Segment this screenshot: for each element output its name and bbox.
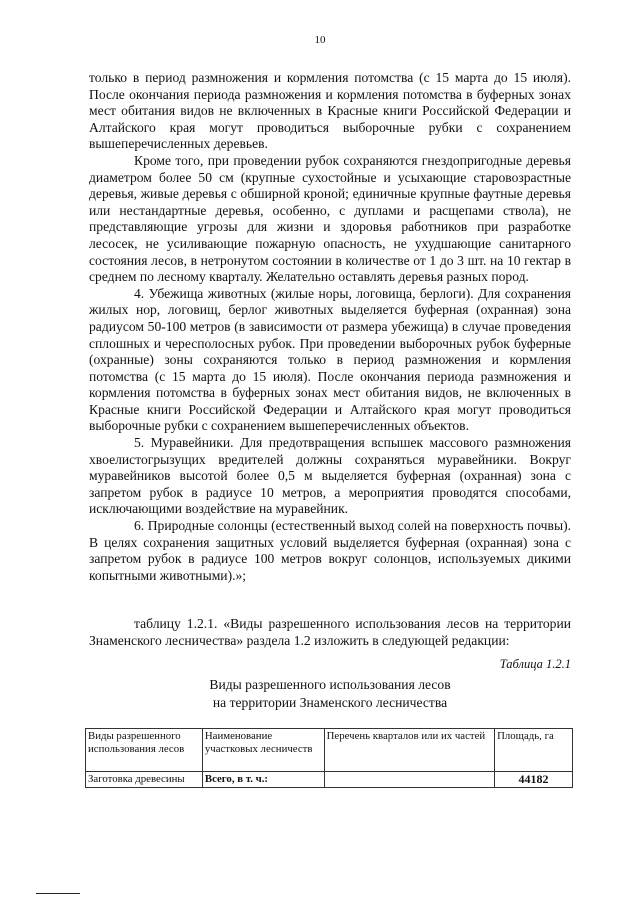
paragraph-continuation: только в период размножения и кормления потомства (с 15 марта до 15 июля). После окончания периода размножения и кормления потомства в буферных зонах мест обитания видов не включенных в Красные книги Российской Федерации и Алтайского края могут проводиться выборочные рубки с сохранением вышеперечисленных деревьев. — [89, 70, 571, 152]
header-district-name: Наименование участковых лесничеств — [202, 729, 324, 772]
table-title-line-1: Виды разрешенного использования лесов — [209, 677, 451, 693]
forest-use-table — [85, 728, 573, 788]
header-quarters-list: Перечень кварталов или их частей — [324, 729, 494, 772]
forest-use-table-wrapper — [85, 728, 573, 788]
table-title — [89, 676, 571, 712]
header-use-type: Виды разрешенного использования лесов — [86, 729, 203, 772]
table-header-row — [86, 729, 573, 772]
paragraph-table-amendment: таблицу 1.2.1. «Виды разрешенного использования лесов на территории Знаменского лесничества» раздела 1.2 изложить в следующей редакции: — [89, 616, 571, 648]
footnote-separator — [36, 893, 80, 894]
table-row — [86, 772, 573, 788]
table-title-line-2: на территории Знаменского лесничества — [212, 695, 448, 711]
table-caption: Таблица 1.2.1 — [499, 656, 571, 671]
cell-use-type: Заготовка древесины — [86, 772, 203, 788]
paragraph-nesting-trees: Кроме того, при проведении рубок сохраняются гнездопригодные деревья диаметром более 50 см (крупные сухостойные и усыхающие старовозрастные деревья, живые деревья с обширной кроной; единичные крупные фаутные деревья или нестандартные деревья, особенно, с дуплами и расщепами ствола), не представляющие угрозы для жизни и здоровья работников при разработке лесосек, не усиливающие пожарную опасность, не ухудшающие санитарного состояния лесов, в нетронутом состоянии в количестве от 1 до 3 шт. на 10 гектар в среднем по лесному кварталу. Желательно оставлять деревья разных пород. — [89, 152, 571, 285]
header-area: Площадь, га — [495, 729, 573, 772]
page-number: 10 — [314, 34, 326, 46]
cell-area: 44182 — [495, 772, 573, 788]
paragraph-item-5-anthills: 5. Муравейники. Для предотвращения вспышек массового размножения хвоелистогрызущих вредителей должны сохраняться муравейники. Вокруг муравейников высотой более 0,5 м выделяется буферная (охранная) зона с запретом рубок в радиусе 10 метров, а мероприятия проводятся способами, исключающими воздействие на муравейник. — [89, 435, 571, 517]
cell-quarters-list — [324, 772, 494, 788]
paragraph-item-6-salt-licks: 6. Природные солонцы (естественный выход солей на поверхность почвы). В целях сохранения защитных условий выделяется буферная (охранная) зона с запретом рубок в радиусе 100 метров вокруг солонцов, используемых дикими копытными животными).»; — [89, 518, 571, 583]
body-text — [89, 70, 571, 788]
paragraph-item-4-animal-shelters: 4. Убежища животных (жилые норы, логовища, берлоги). Для сохранения жилых нор, логовищ, берлог животных выделяется буферная (охранная) зона радиусом 50-100 метров (в зависимости от размера убежища) в случае проведения сплошных и чересполосных рубок. При проведении выборочных рубок буферные (охранные) зоны сохраняются только в период размножения и кормления потомства (с 15 марта до 15 июля). После окончания периода размножения и кормления потомства в буферных зонах мест обитания видов, не включенных в Красные книги Российской Федерации и Алтайского края могут проводиться выборочные рубки с сохранением вышеперечисленных объектов. — [89, 285, 571, 434]
cell-district-name: Всего, в т. ч.: — [202, 772, 324, 788]
